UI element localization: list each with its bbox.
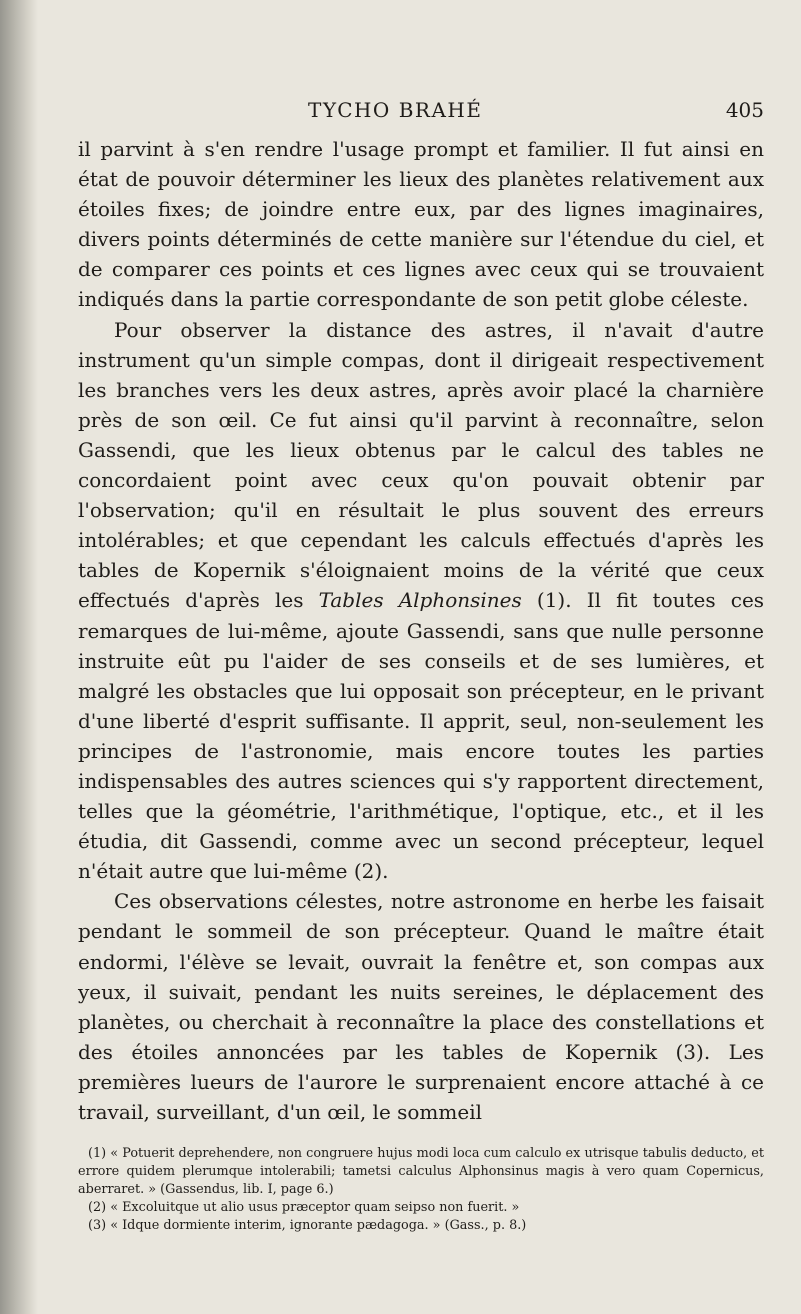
paragraph-1: il parvint à s'en rendre l'usage prompt et familier. Il fut ainsi en état de pouvoir déterminer les lieux des planètes relativement aux étoiles fixes; de joindre entre eux, par des lignes imaginaires, divers points déterminés de cette manière sur l'étendue du ciel, et de comparer ces points et ces lignes avec ceux qui se trouvaient indiqués dans la partie correspondante de son petit globe céleste. — [78, 137, 764, 312]
footnote-1: (1) « Potuerit deprehendere, non congruere hujus modi loca cum calculo ex utrisque tabulis deducto, et errore quidem plerumque intolerabili; tametsi calculus Alphonsinus magis à vero quam Copernicus, aberraret. » (Gassendus, lib. I, page 6.) — [78, 1146, 764, 1198]
footnote-2: (2) « Excoluitque ut alio usus præceptor quam seipso non fuerit. » — [88, 1200, 520, 1216]
running-header — [78, 98, 764, 134]
italic-title-tables-alphonsines: Tables Alphonsines — [318, 588, 522, 613]
book-binding-shadow — [0, 0, 38, 1314]
paragraph-2-part-a: Pour observer la distance des astres, il n'avait d'autre instrument qu'un simple compas, dont il dirigeait respectivement les branches vers les deux astres, après avoir placé la charnière près de son œil. Ce fut ainsi qu'il parvint à reconnaître, selon Gassendi, que les lieux obtenus par le calcul des tables ne concordaient point avec ceux qu'on pouvait obtenir par l'observation; qu'il en résultait le plus souvent des erreurs intolérables; et que cependant les calculs effectués d'après les tables de Kopernik s'éloignaient moins de la vérité que ceux effectués d'après les — [78, 317, 764, 613]
running-title: TYCHO BRAHÉ — [308, 98, 483, 122]
paragraph-2-part-b: (1). Il fit toutes ces remarques de lui-même, ajoute Gassendi, sans que nulle personne instruite eût pu l'aider de ses conseils et de ses lumières, et malgré les obstacles que lui opposait son précepteur, en le privant d'une liberté d'esprit suffisante. Il apprit, seul, non-seulement les principes de l'astronomie, mais encore toutes les parties indispensables des autres sciences qui s'y rapportent directement, telles que la géométrie, l'arithmétique, l'optique, etc., et il les étudia, dit Gassendi, comme avec un second précepteur, lequel n'était autre que lui-même (2). — [78, 588, 765, 884]
page — [78, 98, 764, 1235]
paragraph-3: Ces observations célestes, notre astronome en herbe les faisait pendant le sommeil de son précepteur. Quand le maître était endormi, l'élève se levait, ouvrait la fenêtre et, son compas aux yeux, il suivait, pendant les nuits sereines, le déplacement des planètes, ou cherchait à reconnaître la place des constellations et des étoiles annoncées par les tables de Kopernik (3). Les premières lueurs de l'aurore le surprenaient encore attaché à ce travail, surveillant, d'un œil, le sommeil — [78, 889, 764, 1124]
footnote-3: (3) « Idque dormiente interim, ignorante pædagoga. » (Gass., p. 8.) — [88, 1218, 527, 1234]
footnotes — [78, 1145, 764, 1235]
page-number: 405 — [725, 98, 764, 122]
paragraph-2 — [78, 315, 764, 887]
body-text — [78, 134, 764, 1127]
